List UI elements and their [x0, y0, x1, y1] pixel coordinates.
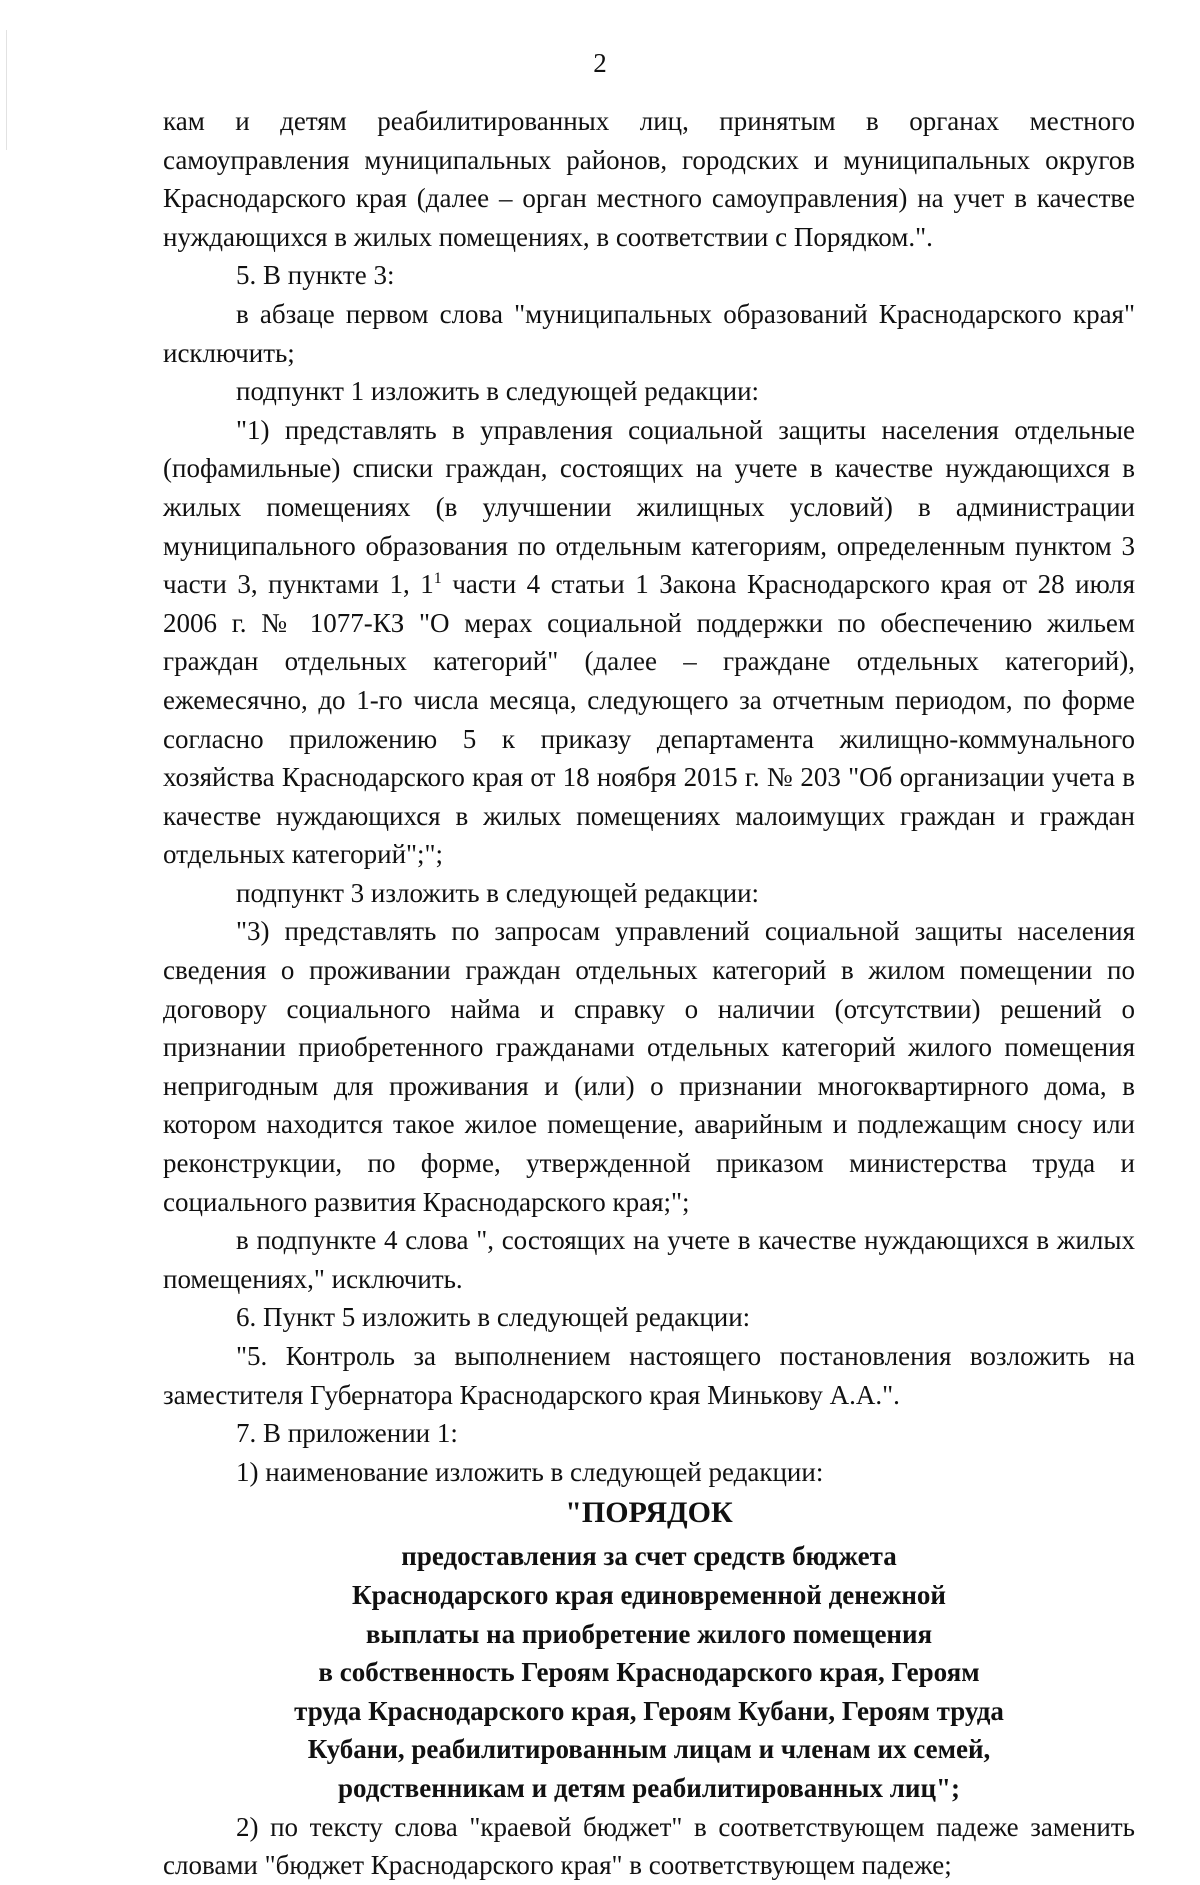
- paragraph-continuation: кам и детям реабилитированных лиц, принятым в органах местного самоуправления муниципальных районов, городских и муниципальных округов Краснодарского края (далее – орган местного самоуправления) на учет в качестве нуждающихся в жилых помещениях, в соответствии с Порядком.".: [163, 106, 1135, 252]
- document-body: [163, 102, 1135, 1885]
- page-number: 2: [593, 48, 607, 78]
- title-line: труда Краснодарского края, Героям Кубани, Героям труда: [294, 1695, 1004, 1726]
- paragraph-subitem-1-text: [163, 411, 1135, 874]
- title-line: предоставления за счет средств бюджета: [401, 1541, 897, 1572]
- subitem-1-text-part-a: "1) представлять в управления социальной защиты населения отдельные (пофамильные) списки граждан, состоящих на учете в качестве нуждающихся в жилых помещениях (в улучшении жилищных условий) в администрации муниципального образования по отдельным категориям, определенным пунктом 3 части 3, пунктами 1, 1: [163, 414, 1135, 600]
- paragraph-subitem-1-intro: подпункт 1 изложить в следующей редакции:: [236, 376, 760, 407]
- superscript-one: 1: [433, 570, 442, 588]
- paragraph-first-abzats: в абзаце первом слова "муниципальных образований Краснодарского края" исключить;: [163, 298, 1135, 368]
- title-line: Кубани, реабилитированным лицам и членам их семей,: [307, 1734, 991, 1765]
- title-line: выплаты на приобретение жилого помещения: [365, 1618, 933, 1649]
- paragraph-subitem-3-text: "3) представлять по запросам управлений социальной защиты населения сведения о проживании граждан отдельных категорий в жилом помещении по договору социального найма и справку о наличии (отсутствии) решений о признании приобретенного гражданами отдельных категорий жилого помещения непригодным для проживания и (или) о признании многоквартирного дома, в котором находится такое жилое помещение, аварийным и подлежащим сносу или реконструкции, по форме, утвержденной приказом министерства труда и социального развития Краснодарского края;";: [163, 916, 1135, 1217]
- paragraph-item-6-text: "5. Контроль за выполнением настоящего постановления возложить на заместителя Губернатора Краснодарского края Минькову А.А.".: [163, 1341, 1135, 1410]
- title-line: Краснодарского края единовременной денежной: [352, 1579, 946, 1610]
- title-line: родственникам и детям реабилитированных лиц";: [338, 1772, 960, 1803]
- paragraph-item-7-sub-1: 1) наименование изложить в следующей редакции:: [236, 1456, 824, 1487]
- subitem-1-text-part-b: части 4 статьи 1 Закона Краснодарского края от 28 июля 2006 г. № 1077-КЗ "О мерах социальной поддержки по обеспечению жильем граждан отдельных категорий" (далее – граждане отдельных категорий), ежемесячно, до 1-го числа месяца, следующего за отчетным периодом, по форме согласно приложению 5 к приказу департамента жилищно-коммунального хозяйства Краснодарского края от 18 ноября 2015 г. № 203 "Об организации учета в качестве нуждающихся в жилых помещениях малоимущих граждан и граждан отдельных категорий";";: [163, 569, 1135, 870]
- paragraph-item-6: 6. Пункт 5 изложить в следующей редакции:: [236, 1302, 751, 1333]
- paragraph-item-5: 5. В пункте 3:: [236, 260, 395, 291]
- paragraph-subitem-3-intro: подпункт 3 изложить в следующей редакции:: [236, 877, 760, 908]
- title-heading: "ПОРЯДОК: [565, 1496, 733, 1530]
- title-line: в собственность Героям Краснодарского края, Героям: [318, 1657, 980, 1688]
- paragraph-item-7-sub-2: 2) по тексту слова "краевой бюджет" в соответствующем падеже заменить словами "бюджет Краснодарского края" в соответствующем падеже;: [163, 1811, 1135, 1881]
- paragraph-subitem-4: в подпункте 4 слова ", состоящих на учете в качестве нуждающихся в жилых помещениях," исключить.: [163, 1225, 1135, 1294]
- paragraph-item-7: 7. В приложении 1:: [236, 1418, 458, 1449]
